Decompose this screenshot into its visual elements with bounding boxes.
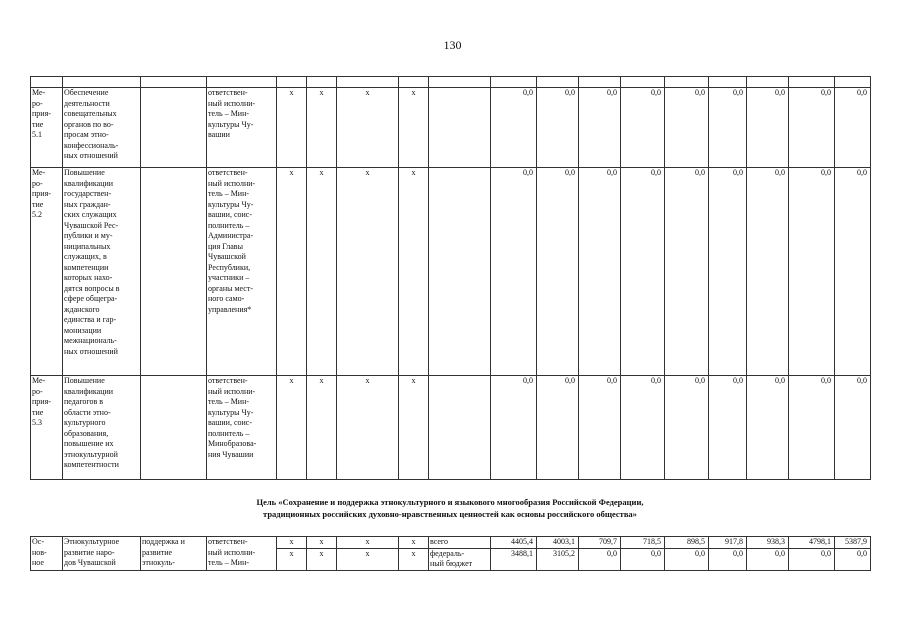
header-cell — [429, 77, 491, 88]
measure-id: Ме- ро- прия- тие 5.3 — [31, 376, 63, 480]
value-cell: 0,0 — [747, 376, 789, 480]
measure-id: Ос- нов- ное — [31, 537, 63, 571]
header-cell — [491, 77, 537, 88]
code-cell: x — [337, 168, 399, 376]
code-cell: x — [277, 376, 307, 480]
code-cell: x — [277, 88, 307, 168]
responsible-executor: ответствен- ный исполни- тель – Мин- культуры Чу- вашии, соис- полнитель – Администра- ция Главы Чувашской Республики, участники – органы мест- ного само- управления* — [207, 168, 277, 376]
code-cell: x — [399, 88, 429, 168]
code-cell: x — [307, 88, 337, 168]
value-cell: 718,5 — [621, 537, 665, 549]
value-cell: 917,8 — [709, 537, 747, 549]
value-cell: 0,0 — [621, 548, 665, 570]
code-cell: x — [399, 537, 429, 549]
funding-source: всего — [429, 537, 491, 549]
code-cell: x — [277, 168, 307, 376]
code-cell: x — [337, 537, 399, 549]
value-cell: 0,0 — [835, 548, 871, 570]
value-cell: 0,0 — [789, 548, 835, 570]
header-cell — [277, 77, 307, 88]
value-cell: 898,5 — [665, 537, 709, 549]
value-cell: 0,0 — [665, 168, 709, 376]
value-cell: 938,3 — [747, 537, 789, 549]
code-cell: x — [307, 537, 337, 549]
table-row — [31, 88, 871, 168]
header-cell — [579, 77, 621, 88]
bottom-body — [31, 537, 871, 571]
code-cell: x — [277, 537, 307, 549]
responsible-executor: ответствен- ный исполни- тель – Мин- культуры Чу- вашии — [207, 88, 277, 168]
measure-task — [141, 168, 207, 376]
value-cell: 0,0 — [835, 168, 871, 376]
header-cell — [835, 77, 871, 88]
responsible-executor: ответствен- ный исполни- тель – Мин- — [207, 537, 277, 571]
value-cell: 4405,4 — [491, 537, 537, 549]
measure-task — [141, 88, 207, 168]
table-row — [31, 376, 871, 480]
funding-source: федераль- ный бюджет — [429, 548, 491, 570]
value-cell: 0,0 — [665, 376, 709, 480]
header-cell — [141, 77, 207, 88]
funding-source — [429, 376, 491, 480]
value-cell: 0,0 — [491, 88, 537, 168]
value-cell: 0,0 — [665, 88, 709, 168]
value-cell: 0,0 — [789, 168, 835, 376]
value-cell: 0,0 — [709, 88, 747, 168]
header-cell — [665, 77, 709, 88]
code-cell: x — [307, 548, 337, 570]
value-cell: 5387,9 — [835, 537, 871, 549]
code-cell: x — [399, 168, 429, 376]
value-cell: 0,0 — [709, 376, 747, 480]
value-cell: 0,0 — [621, 376, 665, 480]
table-row — [31, 537, 871, 549]
value-cell: 4798,1 — [789, 537, 835, 549]
goal-heading: Цель «Сохранение и поддержка этнокультурного и языкового многообразия Российской Федерации, традиционных российских духовно-нравственных ценностей как основы российского общества» — [256, 497, 644, 519]
value-cell: 709,7 — [579, 537, 621, 549]
value-cell: 0,0 — [789, 376, 835, 480]
budget-table-continued — [30, 536, 871, 571]
measure-task — [141, 376, 207, 480]
measure-name: Обеспечение деятельности совещательных органов по во- просам этно- конфессиональ- ных отношений — [63, 88, 141, 168]
value-cell: 0,0 — [579, 548, 621, 570]
measure-name: Этнокультурное развитие наро- дов Чувашской — [63, 537, 141, 571]
value-cell: 0,0 — [579, 168, 621, 376]
value-cell: 0,0 — [747, 88, 789, 168]
value-cell: 0,0 — [621, 88, 665, 168]
value-cell: 0,0 — [835, 376, 871, 480]
header-cell — [207, 77, 277, 88]
header-cell — [747, 77, 789, 88]
header-cell — [31, 77, 63, 88]
header-cell — [399, 77, 429, 88]
value-cell: 0,0 — [491, 376, 537, 480]
value-cell: 0,0 — [491, 168, 537, 376]
code-cell: x — [307, 168, 337, 376]
measure-name: Повышение квалификации государствен- ных граждан- ских служащих Чувашской Рес- публики и му- ниципальных служащих, в компетенции которых нахо- дятся вопросы в сфере общегра- жданского единства и гар- монизации межнациональ- ных отношений — [63, 168, 141, 376]
value-cell: 0,0 — [789, 88, 835, 168]
code-cell: x — [337, 548, 399, 570]
value-cell: 0,0 — [537, 88, 579, 168]
funding-source — [429, 168, 491, 376]
header-cell — [63, 77, 141, 88]
value-cell: 0,0 — [709, 168, 747, 376]
value-cell: 0,0 — [747, 548, 789, 570]
value-cell: 3105,2 — [537, 548, 579, 570]
table-body — [31, 88, 871, 480]
value-cell: 3488,1 — [491, 548, 537, 570]
page-number: 130 — [443, 38, 462, 52]
value-cell: 4003,1 — [537, 537, 579, 549]
header-cell — [337, 77, 399, 88]
value-cell: 0,0 — [709, 548, 747, 570]
measure-name: Повышение квалификации педагогов в области этно- культурного образования, повышение их этнокультурной компетентности — [63, 376, 141, 480]
code-cell: x — [399, 376, 429, 480]
code-cell: x — [399, 548, 429, 570]
header-cell — [307, 77, 337, 88]
table-row — [31, 168, 871, 376]
value-cell: 0,0 — [621, 168, 665, 376]
funding-source — [429, 88, 491, 168]
code-cell: x — [277, 548, 307, 570]
value-cell: 0,0 — [835, 88, 871, 168]
code-cell: x — [307, 376, 337, 480]
budget-table — [30, 76, 871, 480]
header-cell — [621, 77, 665, 88]
value-cell: 0,0 — [579, 88, 621, 168]
header-row — [31, 77, 871, 88]
value-cell: 0,0 — [665, 548, 709, 570]
measure-id: Ме- ро- прия- тие 5.2 — [31, 168, 63, 376]
header-cell — [537, 77, 579, 88]
value-cell: 0,0 — [537, 168, 579, 376]
header-cell — [709, 77, 747, 88]
responsible-executor: ответствен- ный исполни- тель – Мин- культуры Чу- вашии, соис- полнитель – Минобразова- ния Чувашии — [207, 376, 277, 480]
measure-task: поддержка и развитие этнокуль- — [141, 537, 207, 571]
measure-id: Ме- ро- прия- тие 5.1 — [31, 88, 63, 168]
value-cell: 0,0 — [537, 376, 579, 480]
value-cell: 0,0 — [747, 168, 789, 376]
value-cell: 0,0 — [579, 376, 621, 480]
header-cell — [789, 77, 835, 88]
code-cell: x — [337, 376, 399, 480]
code-cell: x — [337, 88, 399, 168]
